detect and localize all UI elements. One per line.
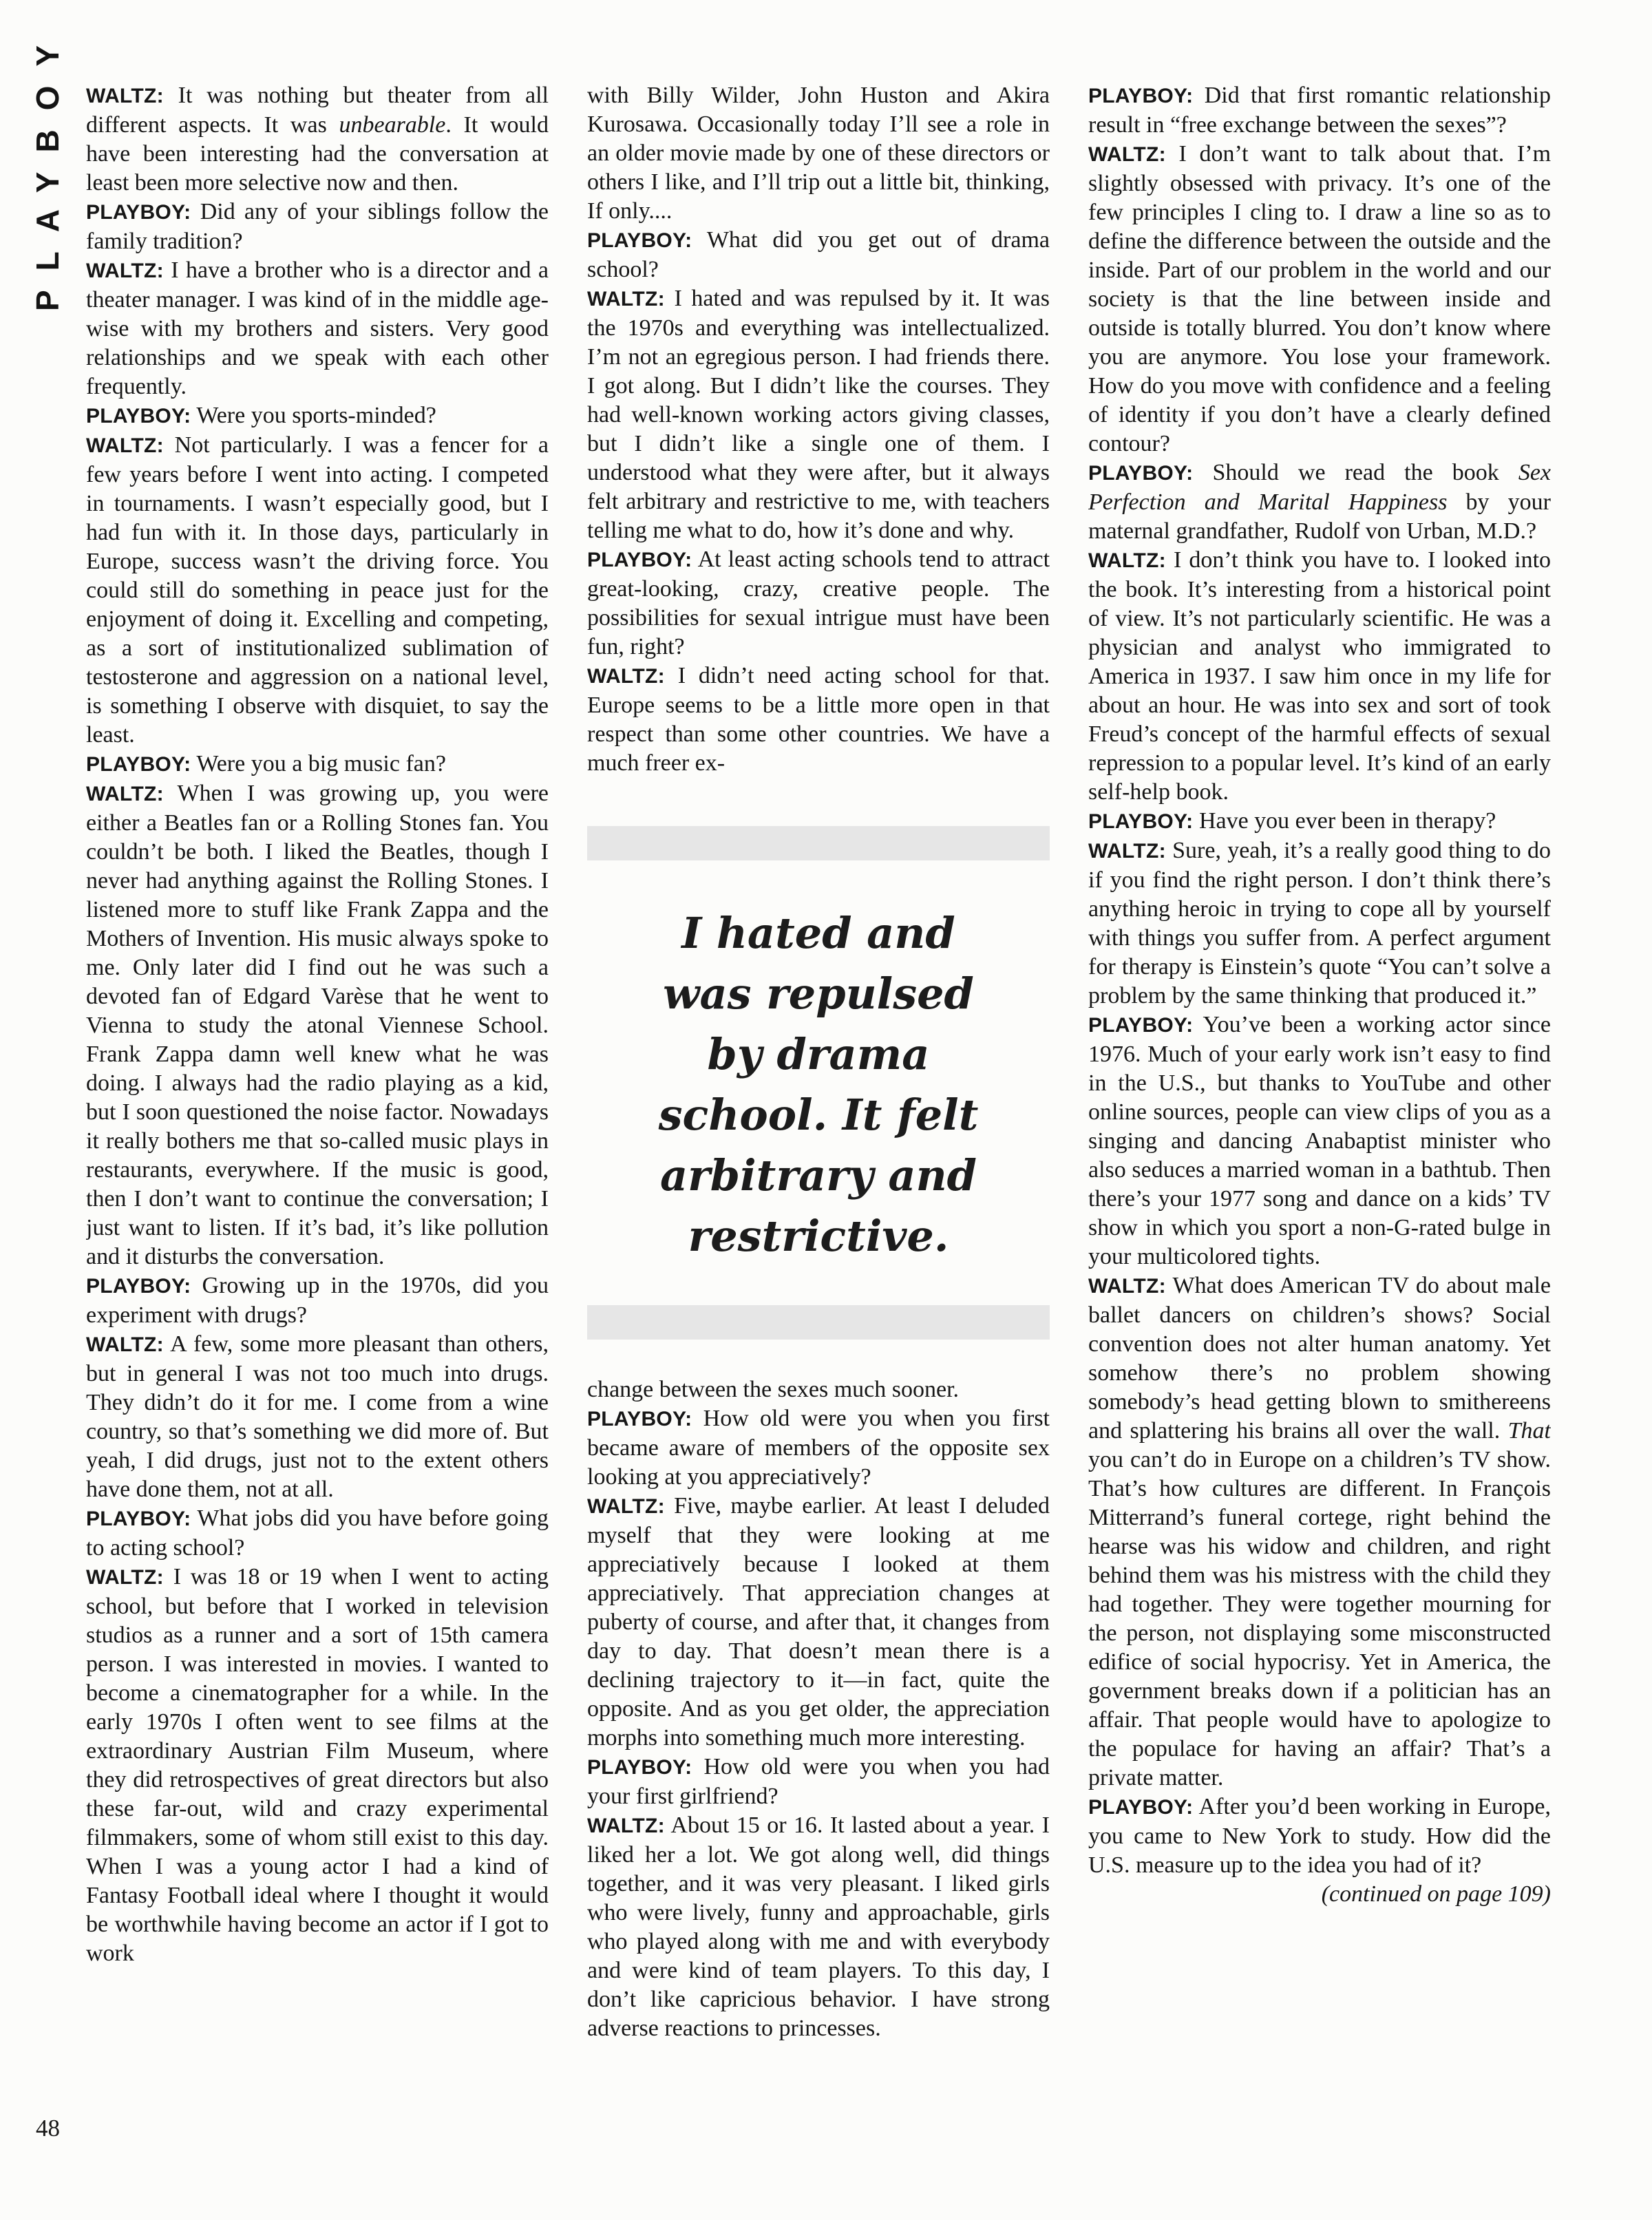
speaker-label: PLAYBOY:	[86, 753, 191, 776]
paragraph-text: I don’t want to talk about that. I’m slightly obsessed with privacy. It’s one of the few principles I cling to. I draw a line so as to define the difference between the outside and the inside. Part of our problem in the world and our society is that the line between inside and outside is totally blurred. You don’t know where you are anymore. You lose your framework. How do you move with confidence and a feeling of identity if you don’t have a clearly defined contour?	[1088, 141, 1551, 456]
speaker-label: PLAYBOY:	[587, 1408, 692, 1430]
paragraph-text: Should we read the book Sex Perfection and Marital Happiness by your maternal grandfather, Rudolf von Urban, M.D.?	[1088, 460, 1551, 544]
continued-note: (continued on page 109)	[1321, 1881, 1551, 1907]
speaker-label: PLAYBOY:	[1088, 1014, 1194, 1037]
speaker-label: WALTZ:	[1088, 1275, 1166, 1298]
pull-quote	[587, 826, 1050, 1340]
speaker-label: WALTZ:	[1088, 840, 1166, 863]
speaker-label: WALTZ:	[587, 1495, 665, 1518]
paragraph-text: I don’t think you have to. I looked into the book. It’s interesting from a historical point of view. It’s not particularly scientific. He was a physician and analyst who immigrated to America in 1937. I saw him once in my life for about an hour. He was into sex and sort of took Freud’s concept of the harmful effects of sexual repression to a popular level. It’s kind of an early self-help book.	[1088, 547, 1551, 805]
paragraph-text: How old were you when you first became aware of members of the opposite sex looking at you appreciatively?	[587, 1406, 1050, 1490]
speaker-label: PLAYBOY:	[86, 1508, 191, 1530]
speaker-label: WALTZ:	[587, 288, 665, 310]
pull-quote-line: was repulsed	[663, 969, 974, 1019]
interview-paragraph	[1088, 546, 1551, 807]
interview-paragraph	[86, 431, 549, 750]
speaker-label: WALTZ:	[587, 665, 665, 688]
speaker-label: WALTZ:	[587, 1815, 665, 1837]
paragraph-text: I didn’t need acting school for that. Europe seems to be a little more open in that respect than some other countries. We have a much freer ex-	[587, 663, 1050, 776]
interview-paragraph	[1088, 458, 1551, 546]
paragraph-text: Growing up in the 1970s, did you experiment with drugs?	[86, 1273, 549, 1328]
interview-paragraph	[86, 779, 549, 1271]
interview-paragraph	[86, 1563, 549, 1968]
speaker-label: WALTZ:	[86, 85, 164, 107]
column-1	[86, 81, 549, 2153]
speaker-label: PLAYBOY:	[587, 1756, 692, 1779]
interview-paragraph	[1088, 836, 1551, 1011]
interview-paragraph	[86, 750, 549, 779]
paragraph-text: Five, maybe earlier. At least I deluded myself that they were looking at me appreciatively because I looked at them appreciatively. That appreciation changes at puberty of course, and after that, it changes from day to day. That doesn’t mean there is a declining trajectory to it—in fact, quite the opposite. And as you get older, the appreciation morphs into something much more interesting.	[587, 1493, 1050, 1751]
speaker-label: PLAYBOY:	[86, 405, 191, 427]
speaker-label: PLAYBOY:	[587, 549, 692, 571]
speaker-label: PLAYBOY:	[587, 229, 692, 252]
interview-paragraph	[1088, 81, 1551, 140]
pull-quote-line: I hated and	[681, 908, 955, 958]
paragraph-text: At least acting schools tend to attract great-looking, crazy, creative people. The possibilities for sexual intrigue must have been fun, right?	[587, 547, 1050, 659]
interview-paragraph	[86, 256, 549, 401]
speaker-label: PLAYBOY:	[1088, 1796, 1194, 1819]
paragraph-text: You’ve been a working actor since 1976. Much of your early work isn’t easy to find in the U.S., but thanks to YouTube and other online sources, people can view clips of you as a singing and dancing Anabaptist minister who also seduces a married woman in a bathtub. Then there’s your 1977 song and dance on a kids’ TV show in which you sport a non-G-rated bulge in your multicolored tights.	[1088, 1012, 1551, 1269]
speaker-label: PLAYBOY:	[86, 1275, 191, 1298]
paragraph-text: About 15 or 16. It lasted about a year. I liked her a lot. We got along well, did things together, and it was very pleasant. I liked girls who were lively, funny and approachable, girls who played along with me and with everybody and were kind of team players. To this day, I don’t like capricious behavior. I have strong adverse reactions to princesses.	[587, 1812, 1050, 2041]
interview-paragraph	[86, 81, 549, 198]
paragraph-text: Sure, yeah, it’s a really good thing to do if you find the right person. I don’t think there’s anything heroic in trying to cope all by yourself with things you suffer from. A perfect argument for therapy is Einstein’s quote “You can’t solve a problem by the same thinking that produced it.”	[1088, 838, 1551, 1008]
article-columns	[86, 81, 1551, 2153]
paragraph-text: When I was growing up, you were either a Beatles fan or a Rolling Stones fan. You couldn’t be both. I liked the Beatles, though I never had anything against the Rolling Stones. I listened more to stuff like Frank Zappa and the Mothers of Invention. His music always spoke to me. Only later did I find out he was such a devoted fan of Edgard Varèse that he went to Vienna to study the atonal Viennese School. Frank Zappa damn well knew what he was doing. I always had the radio playing as a kid, but I soon questioned the noise factor. Nowadays it really bothers me that so-called music plays in restaurants, everywhere. If the music is good, then I don’t want to continue the conversation; I just want to listen. If it’s bad, it’s like pollution and it disturbs the conversation.	[86, 781, 549, 1269]
paragraph-text: Were you sports-minded?	[196, 403, 436, 428]
interview-paragraph	[587, 1811, 1050, 2043]
interview-paragraph	[587, 545, 1050, 662]
pull-quote-text	[587, 860, 1050, 1305]
interview-paragraph	[1088, 140, 1551, 458]
paragraph-text: I hated and was repulsed by it. It was the 1970s and everything was intellectualized. I’m not an egregious person. I had friends there. I got along. But I didn’t like the courses. They had well-known working actors giving classes, but I didn’t like a single one of them. I understood what they were after, but it always felt arbitrary and restrictive to me, with teachers telling me what to do, how it’s done and why.	[587, 286, 1050, 543]
interview-paragraph	[587, 1375, 1050, 1404]
interview-paragraph	[86, 198, 549, 256]
interview-paragraph	[1088, 1011, 1551, 1271]
paragraph-text: It was nothing but theater from all different aspects. It was unbearable. It would have been interesting had the conversation at least been more selective now and then.	[86, 83, 549, 195]
column-2	[587, 81, 1050, 2153]
speaker-label: WALTZ:	[86, 1566, 164, 1589]
pull-quote-top-rule	[587, 826, 1050, 860]
paragraph-text: How old were you when you had your first girlfriend?	[587, 1754, 1050, 1809]
speaker-label: WALTZ:	[86, 434, 164, 457]
pull-quote-line: arbitrary and	[659, 1150, 977, 1201]
paragraph-text: with Billy Wilder, John Huston and Akira Kurosawa. Occasionally today I’ll see a role in an older movie made by one of these directors or others I like, and I’ll trip out a little bit, thinking, If only....	[587, 83, 1050, 224]
interview-paragraph	[587, 284, 1050, 545]
interview-paragraph	[1088, 1271, 1551, 1793]
pull-quote-line: by drama	[707, 1029, 930, 1079]
speaker-label: PLAYBOY:	[1088, 462, 1194, 485]
interview-paragraph	[86, 1330, 549, 1504]
interview-paragraph	[86, 401, 549, 431]
speaker-label: PLAYBOY:	[1088, 810, 1194, 833]
paragraph-text: I was 18 or 19 when I went to acting school, but before that I worked in television studios as a runner and a sort of 15th camera person. I was interested in movies. I wanted to become a cinematographer for a while. In the early 1970s I often went to see films at the extraordinary Austrian Film Museum, where they did retrospectives of great directors but also these far-out, wild and crazy experimental filmmakers, some of whom still exist to this day. When I was a young actor I had a kind of Fantasy Football ideal where I thought it would be worthwhile having become an actor if I got to work	[86, 1564, 549, 1966]
paragraph-text: Not particularly. I was a fencer for a few years before I went into acting. I competed in tournaments. I wasn’t especially good, but I had fun with it. In those days, particularly in Europe, success wasn’t the driving force. You could still do something in peace just for the enjoyment of doing it. Excelling and competing, as a sort of institutionalized sublimation of testosterone and aggression on a national level, is something I observe with disquiet, to say the least.	[86, 432, 549, 748]
speaker-label: WALTZ:	[1088, 549, 1166, 572]
pull-quote-bottom-rule	[587, 1305, 1050, 1340]
interview-paragraph	[86, 1504, 549, 1563]
interview-paragraph	[587, 81, 1050, 226]
paragraph-text: Were you a big music fan?	[196, 751, 446, 776]
pull-quote-line: restrictive.	[688, 1211, 949, 1261]
speaker-label: WALTZ:	[86, 260, 164, 282]
interview-paragraph	[86, 1271, 549, 1330]
interview-paragraph	[587, 1404, 1050, 1492]
interview-paragraph	[587, 662, 1050, 778]
speaker-label: WALTZ:	[1088, 143, 1166, 166]
paragraph-text: I have a brother who is a director and a theater manager. I was kind of in the middle age-wise with my brothers and sisters. Very good relationships and we speak with each other frequently.	[86, 257, 549, 399]
paragraph-text: What did you get out of drama school?	[587, 227, 1050, 282]
paragraph-text: What jobs did you have before going to acting school?	[86, 1505, 549, 1561]
paragraph-text: After you’d been working in Europe, you came to New York to study. How did the U.S. measure up to the idea you had of it?	[1088, 1794, 1551, 1878]
interview-paragraph	[587, 1753, 1050, 1811]
vertical-brand-text: PLAYBOY	[30, 25, 65, 311]
paragraph-text: Did any of your siblings follow the family tradition?	[86, 199, 549, 254]
pull-quote-line: school. It felt	[658, 1090, 979, 1140]
speaker-label: PLAYBOY:	[1088, 85, 1194, 107]
speaker-label: WALTZ:	[86, 1333, 164, 1356]
page-number: 48	[36, 2115, 60, 2142]
interview-paragraph	[1088, 807, 1551, 836]
paragraph-text: Have you ever been in therapy?	[1198, 808, 1496, 834]
interview-paragraph	[1088, 1793, 1551, 1909]
speaker-label: PLAYBOY:	[86, 201, 191, 224]
speaker-label: WALTZ:	[86, 783, 164, 805]
column-3	[1088, 81, 1551, 2153]
interview-paragraph	[587, 1492, 1050, 1753]
paragraph-text: Did that first romantic relationship result in “free exchange between the sexes”?	[1088, 83, 1551, 138]
paragraph-text: What does American TV do about male ballet dancers on children’s shows? Social convention does not alter human anatomy. Yet somehow there’s no problem showing somebody’s head getting blown to smithereens and splattering his brains all over the wall. That you can’t do in Europe on a children’s TV show. That’s how cultures are different. In François Mitterrand’s funeral cortege, right behind the hearse was his widow and children, and right behind them was his mistress with the child they had together. They were together mourning for the person, not displaying some misconstructed edifice of social hypocrisy. Yet in America, the government breaks down if a politician has an affair. That people would have to apologize to the populace for having an affair? That’s a private matter.	[1088, 1273, 1551, 1790]
paragraph-text: A few, some more pleasant than others, but in general I was not too much into drugs. They didn’t do it for me. I come from a wine country, so that’s something we did more of. But yeah, I did drugs, just not to the extent others have done them, not at all.	[86, 1331, 549, 1502]
paragraph-text: change between the sexes much sooner.	[587, 1377, 960, 1402]
interview-paragraph	[587, 226, 1050, 284]
